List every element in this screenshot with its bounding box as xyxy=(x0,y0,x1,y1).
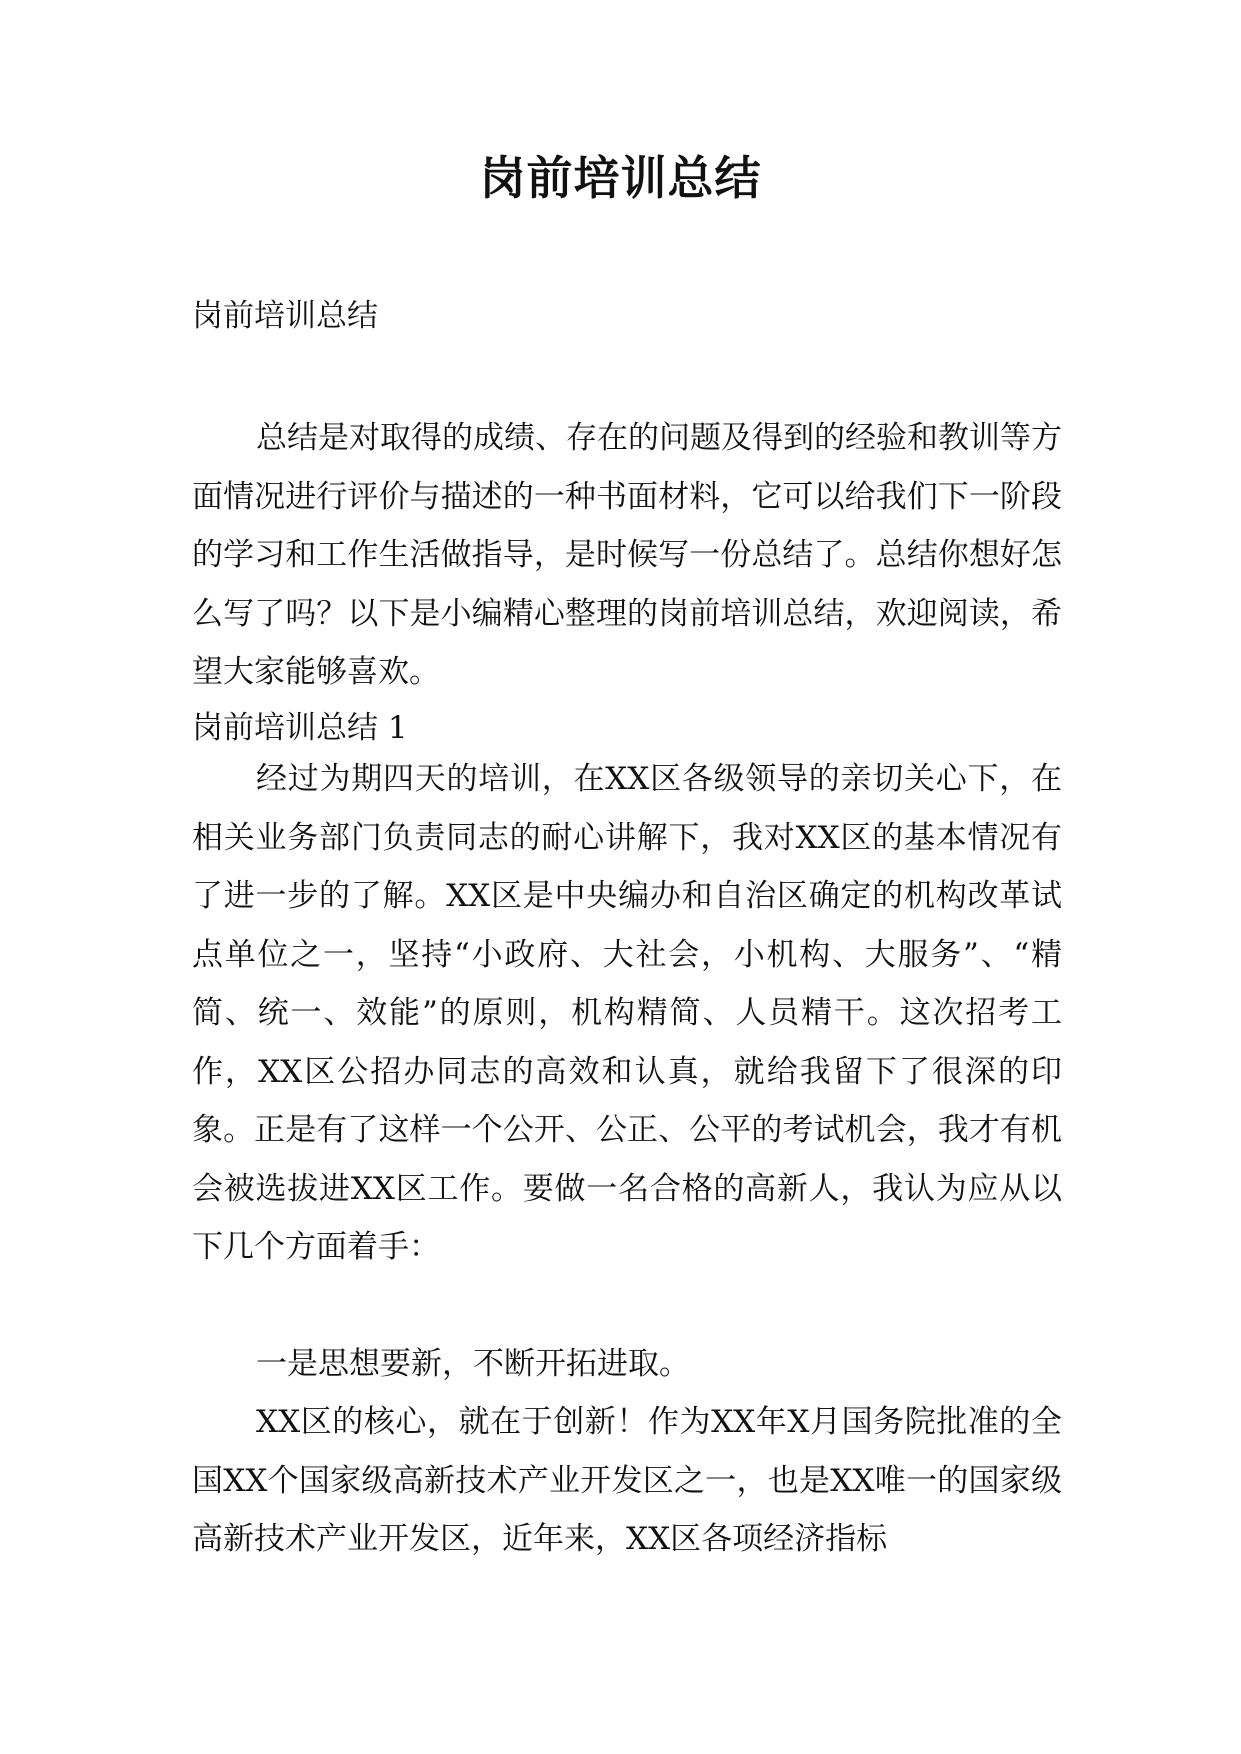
document-title: 岗前培训总结 xyxy=(479,151,762,205)
intro-paragraph: 总结是对取得的成绩、存在的问题及得到的经验和教训等方面情况进行评价与描述的一种书面材料，它可以给我们下一阶段的学习和工作生活做指导，是时候写一份总结了。总结你想好怎么写了吗？以下是小编精心整理的岗前培训总结，欢迎阅读，希望大家能够喜欢。 xyxy=(192,420,1062,690)
point-heading: 一是思想要新，不断开拓进取。 xyxy=(256,1346,690,1382)
body-paragraph: XX区的核心，就在于创新！作为XX年X月国务院批准的全国XX个国家级高新技术产业开发区之一，也是XX唯一的国家级高新技术产业开发区，近年来，XX区各项经济指标 xyxy=(192,1404,1062,1557)
body-paragraph: 经过为期四天的培训，在XX区各级领导的亲切关心下，在相关业务部门负责同志的耐心讲解下，我对XX区的基本情况有了进一步的了解。XX区是中央编办和自治区确定的机构改革试点单位之一，坚持“小政府、大社会，小机构、大服务”、“精简、统一、效能”的原则，机构精简、人员精干。这次招考工作，XX区公招办同志的高效和认真，就给我留下了很深的印象。正是有了这样一个公开、公正、公平的考试机会，我才有机会被选拔进XX区工作。要做一名合格的高新人，我认为应从以下几个方面着手： xyxy=(192,761,1062,1265)
section-heading: 岗前培训总结 1 xyxy=(192,710,408,746)
document-subtitle: 岗前培训总结 xyxy=(192,298,378,334)
